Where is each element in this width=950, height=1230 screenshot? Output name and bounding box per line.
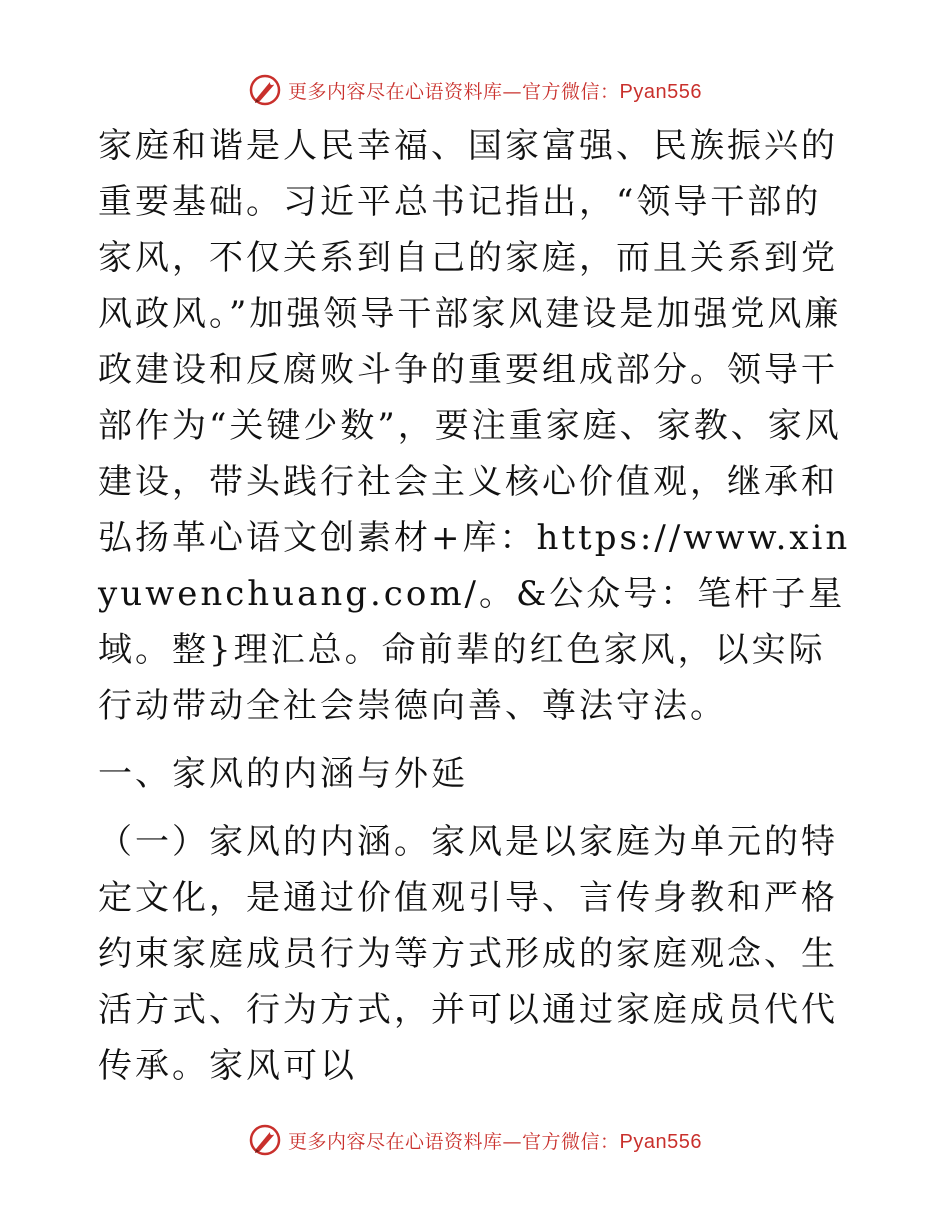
watermark-text: 更多内容尽在心语资料库—官方微信：Pyan556 bbox=[288, 80, 702, 103]
pen-logo-icon bbox=[248, 1123, 282, 1157]
pen-logo-icon bbox=[248, 73, 282, 107]
header-watermark bbox=[0, 70, 950, 110]
wechat-id: Pyan556 bbox=[619, 80, 702, 103]
footer-watermark bbox=[0, 1120, 950, 1160]
watermark-text: 更多内容尽在心语资料库—官方微信：Pyan556 bbox=[288, 1130, 702, 1153]
paragraph-intro: 家庭和谐是人民幸福、国家富强、民族振兴的重要基础。习近平总书记指出，“领导干部的家风，不仅关系到自己的家庭，而且关系到党风政风。”加强领导干部家风建设是加强党风廉政建设和反腐败斗争的重要组成部分。领导干部作为“关键少数”，要注重家庭、家教、家风建设，带头践行社会主义核心价值观，继承和弘扬革心语文创素材+库：https://www.xinyuwenchuang.com/。&公众号：笔杆子星域。整}理汇总。命前辈的红色家风，以实际行动带动全社会崇德向善、尊法守法。 bbox=[98, 126, 851, 726]
wechat-id: Pyan556 bbox=[619, 1130, 702, 1153]
section-heading: 一、家风的内涵与外延 bbox=[98, 754, 468, 794]
document-body bbox=[98, 118, 858, 1094]
paragraph-definition: （一）家风的内涵。家风是以家庭为单元的特定文化，是通过价值观引导、言传身教和严格约束家庭成员行为等方式形成的家庭观念、生活方式、行为方式，并可以通过家庭成员代代传承。家风可以 bbox=[98, 822, 838, 1086]
